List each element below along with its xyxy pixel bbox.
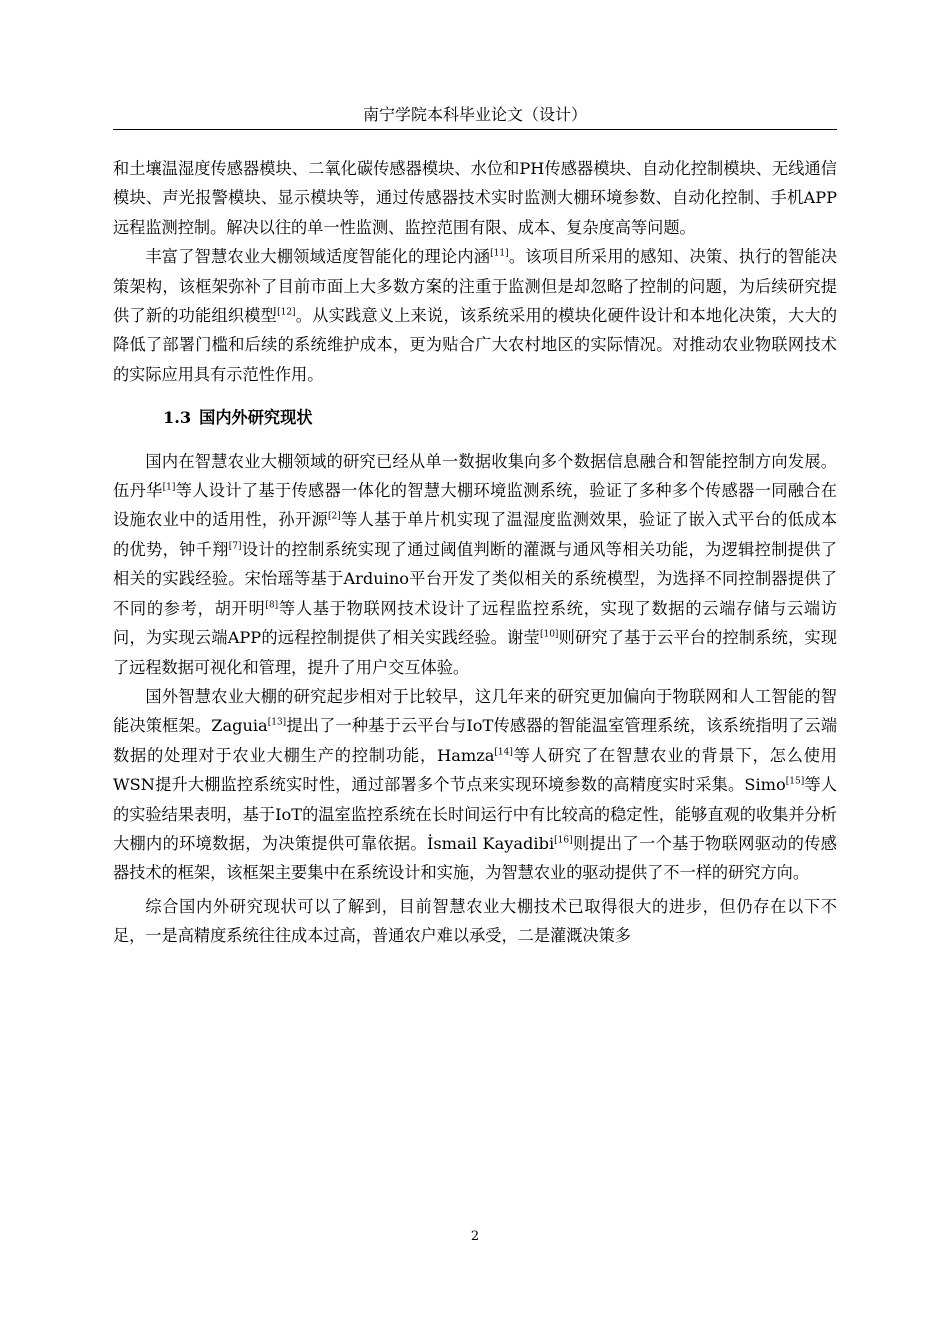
text-span: 等人基于物联网技术设计了远程监控系统，实现了数据的云端存储与云端访问，为实现云端APP的远程控制提供了相关实践经验。谢莹 [113, 598, 838, 648]
paragraph-1: 和土壤温湿度传感器模块、二氧化碳传感器模块、水位和PH传感器模块、自动化控制模块、无线通信模块、声光报警模块、显示模块等，通过传感器技术实时监测大棚环境参数、自动化控制、手机APP远程监测控制。解决以往的单一性监测、监控范围有限、成本、复杂度高等问题。 [113, 159, 837, 237]
section-heading [113, 403, 837, 432]
text-span: 等人基于单片机实现了温湿度监测效果，验证了嵌入式平台的低成本的优势，钟千翔 [113, 510, 837, 559]
paragraph-2 [113, 242, 837, 389]
header-rule [113, 129, 837, 130]
citation-ref: [13] [267, 717, 287, 728]
text-span: 。从实践意义上来说，该系统采用的模块化硬件设计和本地化决策，大大的降低了部署门槛和后续的系统维护成本，更为贴合广大农村地区的实际情况。对推动农业物联网技术的实际应用具有示范性作用。 [113, 306, 838, 384]
paragraph-5: 综合国内外研究现状可以了解到，目前智慧农业大棚技术已取得很大的进步，但仍存在以下不足，一是高精度系统往往成本过高，普通农户难以承受，二是灌溉决策多 [113, 896, 837, 946]
running-header: 南宁学院本科毕业论文（设计） [362, 105, 587, 124]
citation-ref: [8] [265, 600, 279, 611]
text-span: 国外智慧农业大棚的研究起步相对于比较早，这几年来的研究更加偏向于物联网和人工智能的智能决策框架。Zaguia [113, 686, 837, 736]
paragraph-3 [113, 447, 837, 682]
citation-ref: [1] [162, 482, 176, 493]
text-span: 丰富了智慧农业大棚领域适度智能化的理论内涵 [145, 247, 491, 267]
section-title: 国内外研究现状 [199, 408, 313, 428]
citation-ref: [12] [277, 307, 296, 318]
citation-ref: [14] [494, 747, 513, 758]
text-span: 。该项目所采用的感知、决策、执行的智能决策架构，该框架弥补了目前市面上大多数方案的注重于监测但是却忽略了控制的问题，为后续研究提供了新的功能组织模型 [113, 247, 838, 326]
citation-ref: [15] [785, 776, 805, 787]
text-span: 设计的控制系统实现了通过阈值判断的灌溉与通风等相关功能，为逻辑控制提供了相关的实践经验。宋怡瑶等基于Arduino平台开发了类似相关的系统模型，为选择不同控制器提供了不同的参考，胡开明 [113, 539, 838, 618]
page-number: 2 [470, 1229, 480, 1244]
text-span: 等人研究了在智慧农业的背景下，怎么使用WSN提升大棚监控系统实时性，通过部署多个节点来实现环境参数的高精度实时采集。Simo [113, 745, 837, 795]
text-span: 等人的实验结果表明，基于IoT的温室监控系统在长时间运行中有比较高的稳定性，能够直观的收集并分析大棚内的环境数据，为决策提供可靠依据。İsmail Kayadibi [113, 775, 837, 853]
text-span: 国内在智慧农业大棚领域的研究已经从单一数据收集向多个数据信息融合和智能控制方向发展。伍丹华 [113, 451, 837, 501]
section-number: 1.3 [163, 408, 192, 428]
citation-ref: [11] [490, 248, 509, 259]
text-span: 则研究了基于云平台的控制系统，实现了远程数据可视化和管理，提升了用户交互体验。 [113, 628, 838, 677]
body-text [113, 154, 837, 951]
text-span: 提出了一种基于云平台与IoT传感器的智能温室管理系统，该系统指明了云端数据的处理对于农业大棚生产的控制功能，Hamza [113, 716, 838, 765]
text-span: 等人设计了基于传感器一体化的智慧大棚环境监测系统，验证了多种多个传感器一同融合在设施农业中的适用性，孙开源 [113, 481, 837, 530]
citation-ref: [16] [554, 835, 573, 846]
citation-ref: [10] [539, 629, 559, 640]
citation-ref: [2] [328, 512, 341, 523]
paragraph-4 [113, 682, 837, 888]
text-span: 则提出了一个基于物联网驱动的传感器技术的框架，该框架主要集中在系统设计和实施，为智慧农业的驱动提供了不一样的研究方向。 [113, 833, 837, 883]
citation-ref: [7] [228, 541, 242, 552]
